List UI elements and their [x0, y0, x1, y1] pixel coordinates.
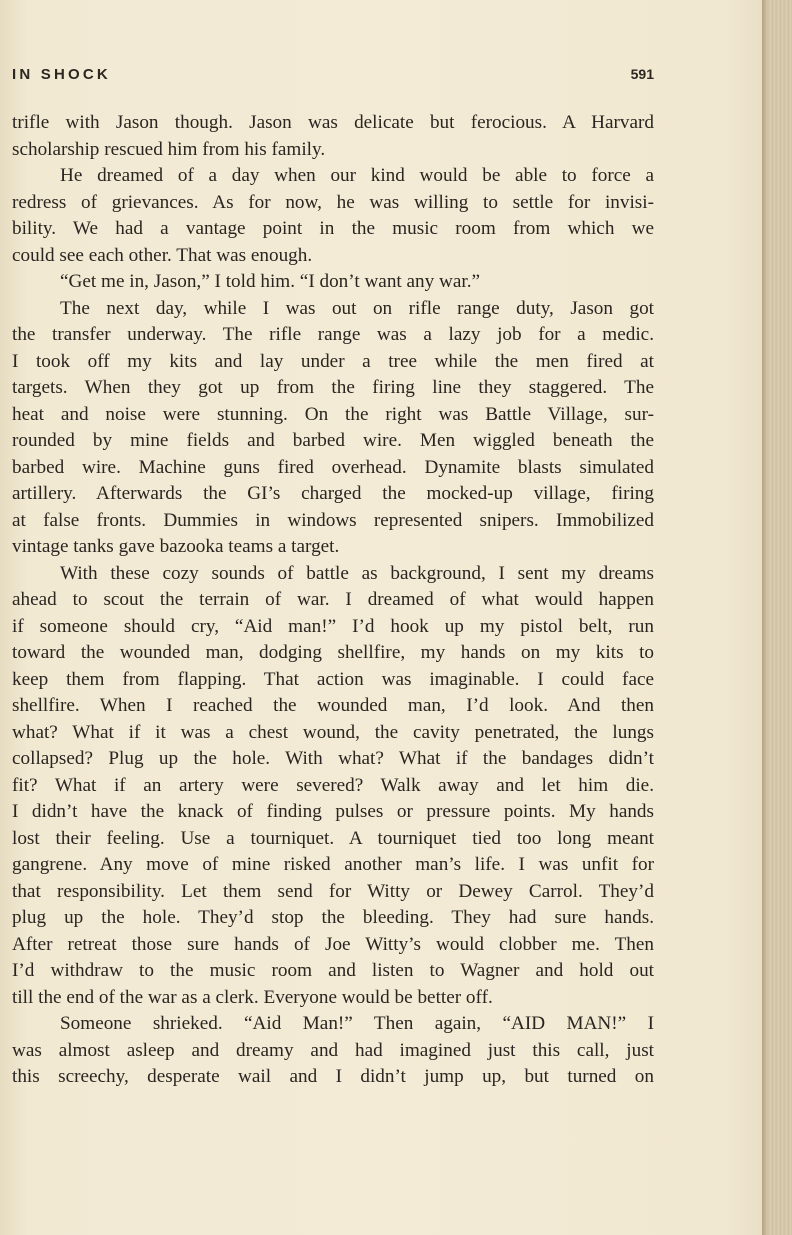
text-line: what? What if it was a chest wound, the cavity penetrated, the lungs — [12, 721, 654, 743]
page-header — [12, 64, 654, 88]
text-line: vintage tanks gave bazooka teams a target. — [12, 536, 340, 557]
text-line: trifle with Jason though. Jason was delicate but ferocious. A Harvard — [12, 112, 654, 133]
running-head: IN SHOCK — [12, 66, 111, 83]
text-line: till the end of the war as a clerk. Everyone would be better off. — [12, 986, 493, 1008]
page-edge — [762, 0, 792, 1235]
text-line: toward the wounded man, dodging shellfire, my hands on my kits to — [12, 642, 654, 663]
page-number: 591 — [630, 66, 654, 82]
text-line: the transfer underway. The rifle range was a lazy job for a medic. — [12, 324, 654, 345]
text-line: fit? What if an artery were severed? Walk away and let him die. — [12, 774, 654, 796]
text-line: scholarship rescued him from his family. — [12, 138, 326, 160]
text-line: at false fronts. Dummies in windows represented snipers. Immobilized — [12, 509, 654, 531]
text-line: was almost asleep and dreamy and had imagined just this call, just — [12, 1039, 654, 1061]
text-line: that responsibility. Let them send for Witty or Dewey Carrol. They’d — [12, 880, 654, 902]
text-line: I’d withdraw to the music room and listen to Wagner and hold out — [12, 960, 654, 981]
text-line: gangrene. Any move of mine risked another man’s life. I was unfit for — [12, 854, 654, 875]
text-line: if someone should cry, “Aid man!” I’d hook up my pistol belt, run — [12, 615, 654, 637]
text-line: bility. We had a vantage point in the music room from which we — [12, 218, 654, 239]
text-line: plug up the hole. They’d stop the bleeding. They had sure hands. — [12, 907, 654, 928]
text-line: Someone shrieked. “Aid Man!” Then again, “AID MAN!” I — [60, 1013, 654, 1034]
text-line: He dreamed of a day when our kind would be able to force a — [60, 165, 654, 186]
text-line: collapsed? Plug up the hole. With what? What if the bandages didn’t — [12, 748, 654, 769]
text-line: barbed wire. Machine guns fired overhead. Dynamite blasts simulated — [12, 456, 654, 478]
text-line: “Get me in, Jason,” I told him. “I don’t want any war.” — [60, 271, 481, 292]
body-text — [12, 110, 654, 1091]
text-line: targets. When they got up from the firing line they staggered. The — [12, 377, 654, 398]
text-line: redress of grievances. As for now, he was willing to settle for invisi- — [12, 191, 654, 213]
text-line: With these cozy sounds of battle as background, I sent my dreams — [60, 562, 654, 584]
text-line: heat and noise were stunning. On the right was Battle Village, sur- — [12, 403, 654, 425]
text-line: I didn’t have the knack of finding pulses or pressure points. My hands — [12, 801, 654, 822]
text-line: The next day, while I was out on rifle range duty, Jason got — [60, 297, 654, 319]
text-line: After retreat those sure hands of Joe Witty’s would clobber me. Then — [12, 933, 654, 955]
text-line: lost their feeling. Use a tourniquet. A tourniquet tied too long meant — [12, 827, 654, 849]
text-line: this screechy, desperate wail and I didn’t jump up, but turned on — [12, 1066, 654, 1087]
text-line: shellfire. When I reached the wounded man, I’d look. And then — [12, 695, 654, 716]
text-line: ahead to scout the terrain of war. I dreamed of what would happen — [12, 589, 654, 610]
text-line: artillery. Afterwards the GI’s charged the mocked-up village, firing — [12, 483, 654, 504]
text-line: could see each other. That was enough. — [12, 244, 313, 266]
text-line: rounded by mine fields and barbed wire. Men wiggled beneath the — [12, 430, 654, 451]
text-line: I took off my kits and lay under a tree while the men fired at — [12, 350, 654, 372]
text-line: keep them from flapping. That action was imaginable. I could face — [12, 668, 654, 690]
